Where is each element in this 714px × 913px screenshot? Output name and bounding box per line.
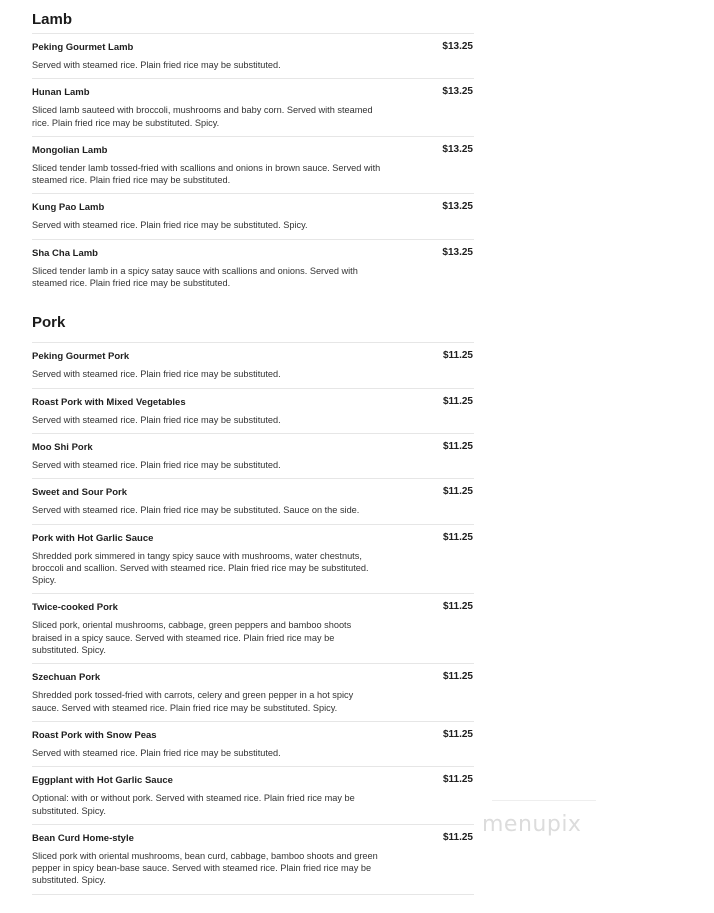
item-description: Served with steamed rice. Plain fried rice may be substituted. Spicy. (32, 220, 308, 231)
menu-item[interactable] (32, 343, 474, 388)
item-name: Roast Pork with Snow Peas (32, 729, 157, 741)
menu-item[interactable] (32, 825, 474, 895)
item-name: Mongolian Lamb (32, 144, 108, 156)
item-name: Szechuan Pork (32, 672, 101, 684)
item-description: Served with steamed rice. Plain fried rice may be substituted. (32, 414, 281, 425)
item-price: $11.25 (442, 440, 473, 452)
item-description: Sliced pork with oriental mushrooms, bean curd, cabbage, bamboo shoots and green pepper in spicy bean-base sauce. Served with steamed rice. Plain fried rice may be substituted. Spicy. (32, 850, 378, 886)
item-description: Sliced lamb sauteed with broccoli, mushrooms and baby corn. Served with steamed rice. Plain fried rice may be substituted. Spicy. (32, 105, 373, 128)
item-price: $11.25 (442, 728, 473, 740)
item-price: $11.25 (442, 531, 473, 543)
item-price: $11.25 (442, 350, 473, 362)
menu-item[interactable] (32, 137, 474, 195)
menu-item[interactable] (32, 767, 474, 825)
menu-item[interactable] (32, 664, 474, 722)
item-price: $13.25 (442, 201, 473, 213)
item-price: $13.25 (442, 246, 473, 258)
item-description: Sliced tender lamb tossed-fried with scallions and onions in brown sauce. Served with steamed rice. Plain fried rice may be substituted. (32, 162, 381, 186)
item-description: Shredded pork simmered in tangy spicy sauce with mushrooms, water chestnuts, broccoli and scallion. Served with steamed rice. Plain fried rice may be substituted. Spicy. (32, 550, 369, 586)
watermark-divider (492, 800, 596, 801)
menu-item[interactable] (32, 525, 474, 595)
menu-item[interactable] (32, 79, 474, 137)
item-description: Sliced pork, oriental mushrooms, cabbage, green peppers and bamboo shoots braised in a spicy sauce. Served with steamed rice. Plain fried rice may be substituted. Spicy. (32, 620, 352, 656)
item-description: Served with steamed rice. Plain fried rice may be substituted. (32, 459, 281, 470)
item-price: $13.25 (442, 86, 473, 98)
item-name: Kung Pao Lamb (32, 202, 105, 214)
menu-item[interactable] (32, 722, 474, 767)
item-name: Moo Shi Pork (32, 441, 93, 453)
item-name: Hunan Lamb (32, 87, 90, 99)
menu-item[interactable] (32, 434, 474, 479)
menu-item[interactable] (32, 240, 474, 297)
item-name: Peking Gourmet Lamb (32, 42, 134, 53)
menu-item[interactable] (32, 34, 474, 79)
item-description: Served with steamed rice. Plain fried rice may be substituted. (32, 60, 281, 70)
item-name: Pork with Hot Garlic Sauce (32, 532, 154, 544)
item-price: $13.25 (442, 41, 473, 52)
item-description: Served with steamed rice. Plain fried rice may be substituted. Sauce on the side. (32, 505, 360, 516)
menu-page (32, 0, 474, 895)
item-price: $11.25 (442, 774, 473, 786)
menu-item[interactable] (32, 594, 474, 664)
section-title: Pork (32, 310, 474, 343)
watermark-logo: menupix (482, 812, 582, 837)
item-description: Optional: with or without pork. Served with steamed rice. Plain fried rice may be substituted. Spicy. (32, 793, 355, 816)
item-description: Shredded pork tossed-fried with carrots, celery and green pepper in a hot spicy sauce. Served with steamed rice. Plain fried rice may be substituted. Spicy. (32, 690, 354, 713)
menu-item[interactable] (32, 479, 474, 524)
item-price: $13.25 (442, 143, 473, 155)
item-name: Roast Pork with Mixed Vegetables (32, 396, 186, 408)
item-price: $11.25 (442, 486, 473, 498)
section-title: Lamb (32, 0, 474, 34)
section-pork (32, 310, 474, 894)
item-name: Eggplant with Hot Garlic Sauce (32, 775, 173, 787)
item-price: $11.25 (442, 831, 473, 843)
item-description: Served with steamed rice. Plain fried rice may be substituted. (32, 747, 281, 758)
menu-item[interactable] (32, 389, 474, 434)
item-name: Twice-cooked Pork (32, 602, 118, 614)
item-price: $11.25 (442, 671, 473, 683)
menu-item[interactable] (32, 194, 474, 239)
item-price: $11.25 (442, 601, 473, 613)
item-name: Peking Gourmet Pork (32, 351, 130, 363)
item-price: $11.25 (442, 395, 473, 407)
item-name: Sha Cha Lamb (32, 247, 98, 259)
item-description: Served with steamed rice. Plain fried rice may be substituted. (32, 369, 281, 380)
section-lamb (32, 0, 474, 296)
item-name: Bean Curd Home-style (32, 832, 134, 844)
item-name: Sweet and Sour Pork (32, 487, 128, 499)
item-description: Sliced tender lamb in a spicy satay sauce with scallions and onions. Served with steamed rice. Plain fried rice may be substituted. (32, 265, 358, 289)
